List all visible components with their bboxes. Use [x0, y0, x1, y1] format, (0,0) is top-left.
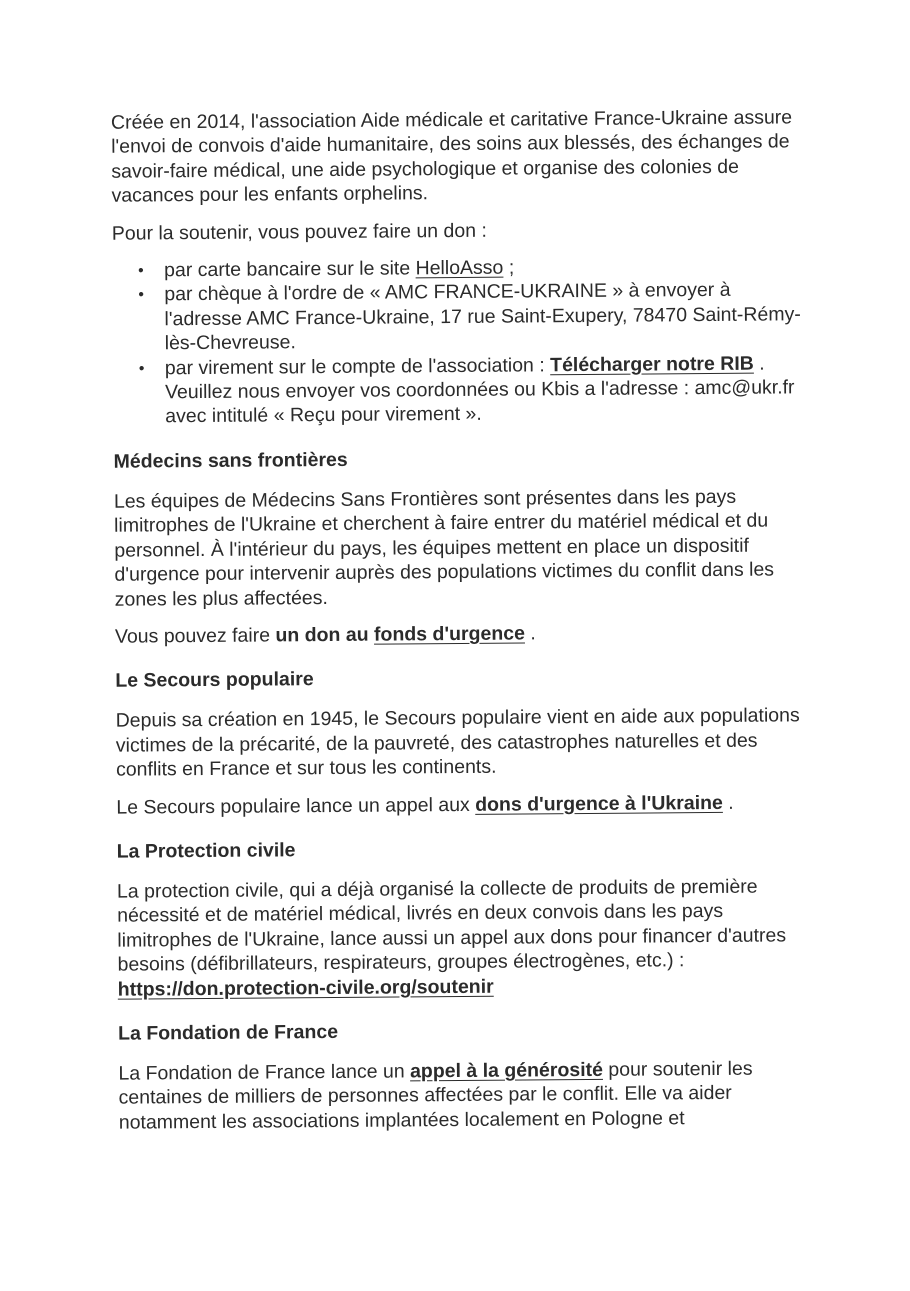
secours-body: Depuis sa création en 1945, le Secours populaire vient en aide aux populations victimes de la précarité, de la pauvreté, des catastrophes naturelles et des conflits en France et sur tous les continents.	[115, 704, 800, 781]
bullet-icon: •	[138, 360, 145, 378]
amc-intro: Créée en 2014, l'association Aide médicale et caritative France-Ukraine assure l'envoi de convois d'aide humanitaire, des soins aux blessés, des échanges de savoir-faire médical, une aide psychologique et organise des colonies de vacances pour les enfants orphelins.	[110, 106, 793, 207]
list-item: • par carte bancaire sur le site HelloAsso ;	[112, 253, 812, 283]
protection-body: La protection civile, qui a déjà organisé la collecte de produits de première nécessité et de matériel médical, livrés en deux convois dans les pays limitrophes de l'Ukraine, lance aussi un appel aux dons pour financer d'autres besoins (défibrillateurs, respirateurs, groupes électrogènes, etc.) : https://don.protection-civile.org/soutenir	[116, 875, 787, 1001]
helloasso-link[interactable]: HelloAsso	[415, 256, 504, 280]
emergency-fund-link[interactable]: fonds d'urgence	[373, 622, 525, 646]
msf-section	[114, 444, 816, 649]
list-item: • par virement sur le compte de l'association : Télécharger notre RIB . Veuillez nous envoyer vos coordonnées ou Kbis a l'adresse : amc@ukr.fr avec intitulé « Reçu pour virement ».	[138, 352, 795, 428]
fondation-heading: La Fondation de France	[118, 1020, 339, 1045]
secours-section	[115, 664, 816, 820]
secours-heading: Le Secours populaire	[115, 668, 314, 693]
protection-section	[117, 834, 818, 1002]
list-item: • par chèque à l'ordre de « AMC FRANCE-UKRAINE » à envoyer à l'adresse AMC France-Ukraine, 17 rue Saint-Exupery, 78470 Saint-Rémy-lès-Chevreuse.	[138, 279, 801, 355]
secours-appeal: Le Secours populaire lance un appel aux dons d'urgence à l'Ukraine .	[116, 791, 734, 819]
download-rib-link[interactable]: Télécharger notre RIB	[550, 352, 754, 376]
generosity-appeal-link[interactable]: appel à la générosité	[409, 1058, 604, 1083]
msf-heading: Médecins sans frontières	[113, 448, 348, 473]
protection-civile-donation-link[interactable]: https://don.protection-civile.org/soutenir	[117, 975, 494, 1001]
amc-donate-intro: Pour la soutenir, vous pouvez faire un don :	[111, 219, 487, 245]
fondation-body: La Fondation de France lance un appel à la générosité pour soutenir les centaines de milliers de personnes affectées par le conflit. Elle va aider notamment les associations implantées localement en Pologne et	[118, 1057, 753, 1134]
protection-heading: La Protection civile	[116, 839, 296, 863]
msf-donate: Vous pouvez faire un don au fonds d'urgence .	[114, 622, 536, 648]
amc-section	[111, 105, 813, 429]
ukraine-emergency-donation-link[interactable]: dons d'urgence à l'Ukraine	[475, 791, 723, 816]
donation-methods-list	[112, 253, 813, 429]
bullet-icon: •	[138, 262, 144, 280]
msf-body: Les équipes de Médecins Sans Frontières sont présentes dans les pays limitrophes de l'Ukraine et cherchent à faire entrer du matériel médical et du personnel. À l'intérieur du pays, les équipes mettent en place un dispositif d'urgence pour intervenir auprès des populations victimes du conflit dans les zones les plus affectées.	[113, 485, 775, 611]
bullet-icon: •	[138, 286, 144, 304]
fondation-section	[118, 1016, 819, 1135]
